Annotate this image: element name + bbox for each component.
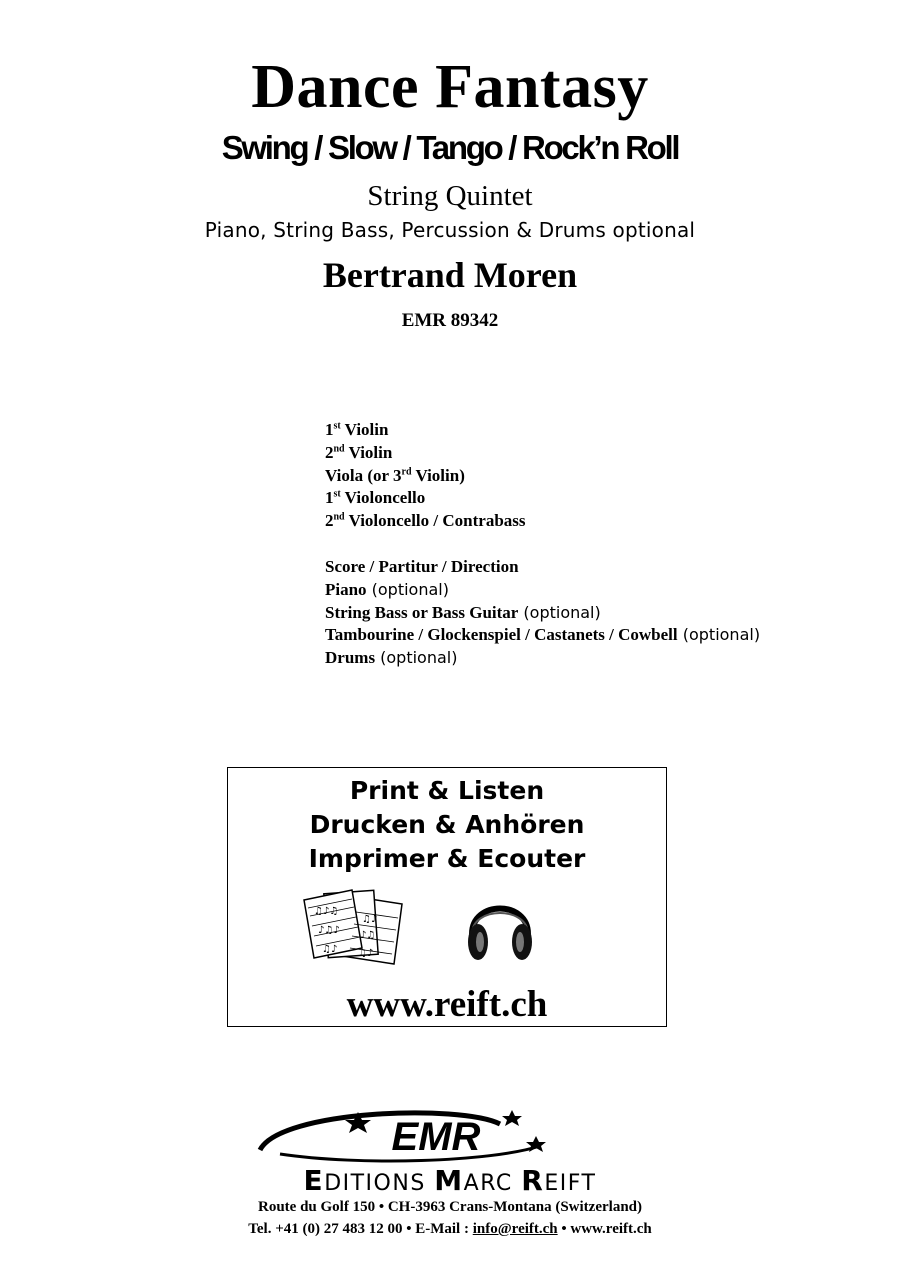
score-title: Dance Fantasy <box>251 53 649 121</box>
svg-text:♫♪♫: ♫♪♫ <box>314 906 339 917</box>
web-suffix: • www.reift.ch <box>557 1221 652 1237</box>
parts-list <box>325 419 526 533</box>
ensemble-label: String Quintet <box>367 180 533 212</box>
extra-parts-list <box>325 556 760 670</box>
print-listen-box <box>227 767 667 1027</box>
composer-name: Bertrand Moren <box>322 255 578 295</box>
email-link[interactable]: info@reift.ch <box>472 1221 558 1237</box>
logo-text: EMR <box>391 1115 481 1159</box>
promo-line-german: Drucken & Anhören <box>309 810 585 839</box>
svg-text:♪♫: ♪♫ <box>360 930 376 941</box>
promo-line-english: Print & Listen <box>349 776 545 805</box>
svg-text:♫♪: ♫♪ <box>322 944 338 955</box>
extra-part-item: Drums (optional) <box>325 648 458 668</box>
part-item: 1st Violin <box>325 420 389 439</box>
part-item: 2nd Violin <box>325 442 393 462</box>
extra-part-item: Piano (optional) <box>325 579 449 599</box>
part-item: Viola (or 3rd Violin) <box>325 465 465 485</box>
svg-text:♪♫♪: ♪♫♪ <box>318 925 340 936</box>
optional-instruments-line: Piano, String Bass, Percussion & Drums optional <box>204 218 696 242</box>
extra-part-item: Tambourine / Glockenspiel / Castanets / Cowbell (optional) <box>325 625 761 645</box>
publisher-name: EDITIONS MARC REIFT <box>303 1164 597 1197</box>
svg-text:♫♪: ♫♪ <box>362 914 378 925</box>
website-link[interactable]: www.reift.ch <box>346 984 548 1025</box>
part-item: 1st Violoncello <box>325 488 426 508</box>
extra-part-item: Score / Partitur / Direction <box>325 557 519 576</box>
extra-part-item: String Bass or Bass Guitar (optional) <box>325 602 601 622</box>
sheet-music-icon <box>302 886 412 968</box>
publisher-address: Route du Golf 150 • CH-3963 Crans-Montana (Switzerland) <box>258 1199 642 1215</box>
part-item: 2nd Violoncello / Contrabass <box>325 511 526 531</box>
publisher-contact: Tel. +41 (0) 27 483 12 00 • E-Mail : info@reift.ch • www.reift.ch <box>248 1221 652 1237</box>
svg-text:♫♪: ♫♪ <box>358 948 374 959</box>
promo-line-french: Imprimer & Ecouter <box>308 844 586 873</box>
headphones-icon <box>464 886 536 966</box>
catalog-number: EMR 89342 <box>401 310 499 331</box>
dance-styles-subtitle: Swing / Slow / Tango / Rock’n Roll <box>221 129 679 166</box>
emr-logo <box>240 1106 660 1168</box>
